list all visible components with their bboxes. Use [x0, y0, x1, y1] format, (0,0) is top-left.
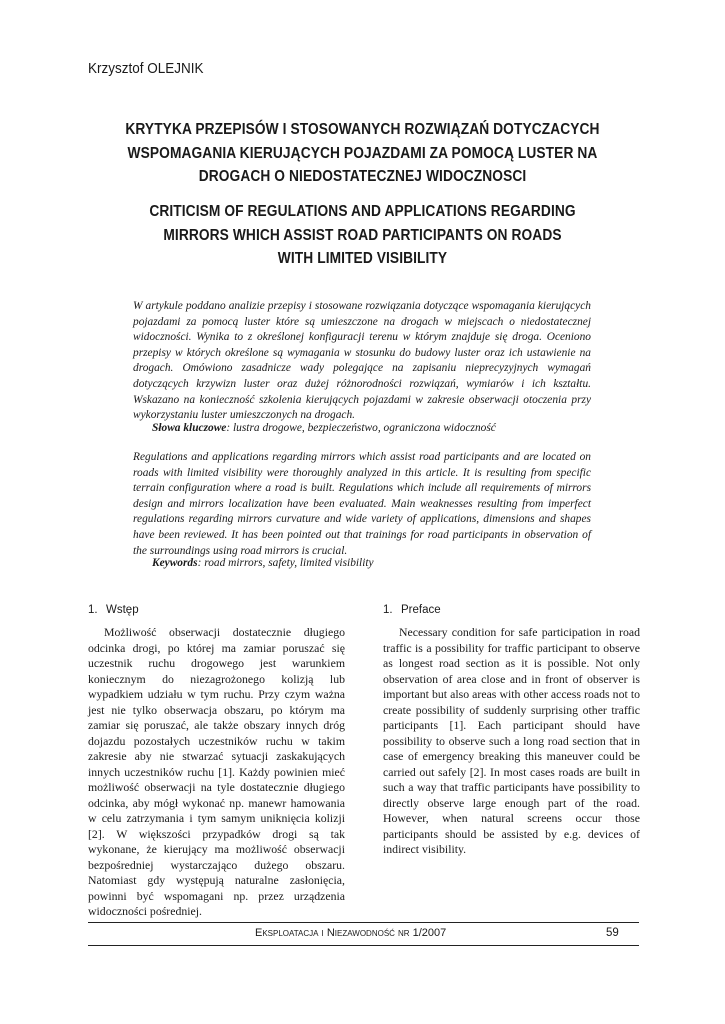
section-number: 1. [88, 604, 98, 616]
title-english-line: CRITICISM OF REGULATIONS AND APPLICATIONS REGARDING [149, 203, 576, 220]
author-name: Krzysztof OLEJNIK [88, 60, 204, 77]
keywords-polish [152, 421, 602, 437]
section-heading [88, 603, 345, 625]
footer-page-number: 59 [606, 927, 619, 939]
abstract-english: Regulations and applications regarding mirrors which assist road participants and are located on roads with limited visibility were thoroughly analyzed in this article. It is resulting from specific terrain configuration where a road is built. Regulations which include all requirements of mirrors design and mirrors localization have been evaluated. Main weaknesses resulting from imperfect regulations regarding mirrors curvature and wide variety of applications, dimensions and shapes have been reviewed. It has been pointed out that trainings for road participants in observation of the surroundings using road mirrors is crucial. [133, 451, 591, 557]
column-right [383, 603, 640, 858]
keywords-label: Słowa kluczowe [152, 422, 227, 434]
title-polish-line: KRYTYKA PRZEPISÓW I STOSOWANYCH ROZWIĄZAŃ DOTYCZACYCH [125, 121, 600, 138]
section-body: Necessary condition for safe participation in road traffic is a possibility for traffic participant to observe as longest road section as it is possible. Not only observation of area close and in front of observer is important but also areas with other access roads not to create possibility of suddenly surprising other traffic participants [1]. Each participant should have possibility to observe such a long road section that in case of emergency breaking this maneuver could be carried out safely [2]. In most cases roads are built in such a way that traffic participants have possibility to directly observe large enough part of the road. However, when natural screens occur those participants should be assisted by e.g. devices of indirect visibility. [383, 625, 640, 856]
column-left [88, 603, 345, 920]
section-body: Możliwość obserwacji dostatecznie długiego odcinka drogi, po której ma zamiar poruszać się uczestnik ruchu drogowego jest warunkiem koniecznym do niezagrożonego kolizją lub wypadkiem udziału w tym ruchu. Przy czym ważna jest nie tylko obserwacja obszaru, po którym ma zamiar się poruszać, ale także obszary innych dróg dojazdu pozostałych uczestników ruchu w takim zakresie aby nie stwarzać sytuacji zaskakujących innych uczestników ruchu [1]. Każdy powinien mieć możliwość obserwacji na tyle dostatecznie długiego odcinka, aby mógł wykonać np. manewr hamowania w celu zatrzymania i tym samym uniknięcia kolizji [2]. W większości przypadków drogi są tak wykonane, że kierujący ma możliwość obserwacji bezpośredniej wystarczająco dużego obszaru. Natomiast gdy występują naturalne zasłonięcia, powinni być wspomagani np. przez urządzenia widoczności pośredniej. [88, 625, 345, 918]
title-polish-line: WSPOMAGANIA KIERUJĄCYCH POJAZDAMI ZA POMOCĄ LUSTER NA [127, 144, 598, 162]
section-title: Preface [401, 604, 441, 616]
title-english-line: WITH LIMITED VISIBILITY [277, 250, 448, 267]
keywords-english [152, 556, 602, 572]
footer-rule-top [88, 922, 639, 923]
section-title: Wstęp [106, 604, 139, 616]
title-polish-line: DROGACH O NIEDOSTATECZNEJ WIDOCZNOSCI [198, 168, 527, 185]
section-heading [383, 603, 640, 625]
title-polish [70, 118, 655, 189]
keywords-label: Keywords [152, 557, 198, 569]
keywords-list: : lustra drogowe, bezpieczeństwo, ograniczona widoczność [226, 422, 496, 434]
abstract-polish: W artykule poddano analizie przepisy i stosowane rozwiązania dotyczące wspomagania kierujących pojazdami za pomocą luster które są umieszczone na drogach w miejscach o niedostatecznej widoczności. Wynika to z określonej konfiguracji terenu w którym znajduje się droga. Oceniono przepisy w których określone są wymagania w stosunku do budowy luster oraz ich ustawienie na drogach. Omówiono zasadnicze wady polegające na zapisaniu nieprecyzyjnych wymagań dotyczących krzywizn luster oraz dużej różnorodności rozwiązań, wymiarów i ich kształtu. Wskazano na konieczność szkolenia kierujących pojazdami w zakresie obserwacji otoczenia przy wykorzystaniu luster umieszczonych na drogach. [133, 300, 591, 422]
section-number: 1. [383, 604, 393, 616]
title-english [70, 200, 655, 271]
title-english-line: MIRRORS WHICH ASSIST ROAD PARTICIPANTS ON ROADS [163, 226, 562, 244]
keywords-list: : road mirrors, safety, limited visibility [197, 557, 374, 569]
footer-rule-bottom [88, 945, 639, 946]
footer-journal-name: Eksploatacja i Niezawodność nr 1/2007 [255, 927, 447, 939]
